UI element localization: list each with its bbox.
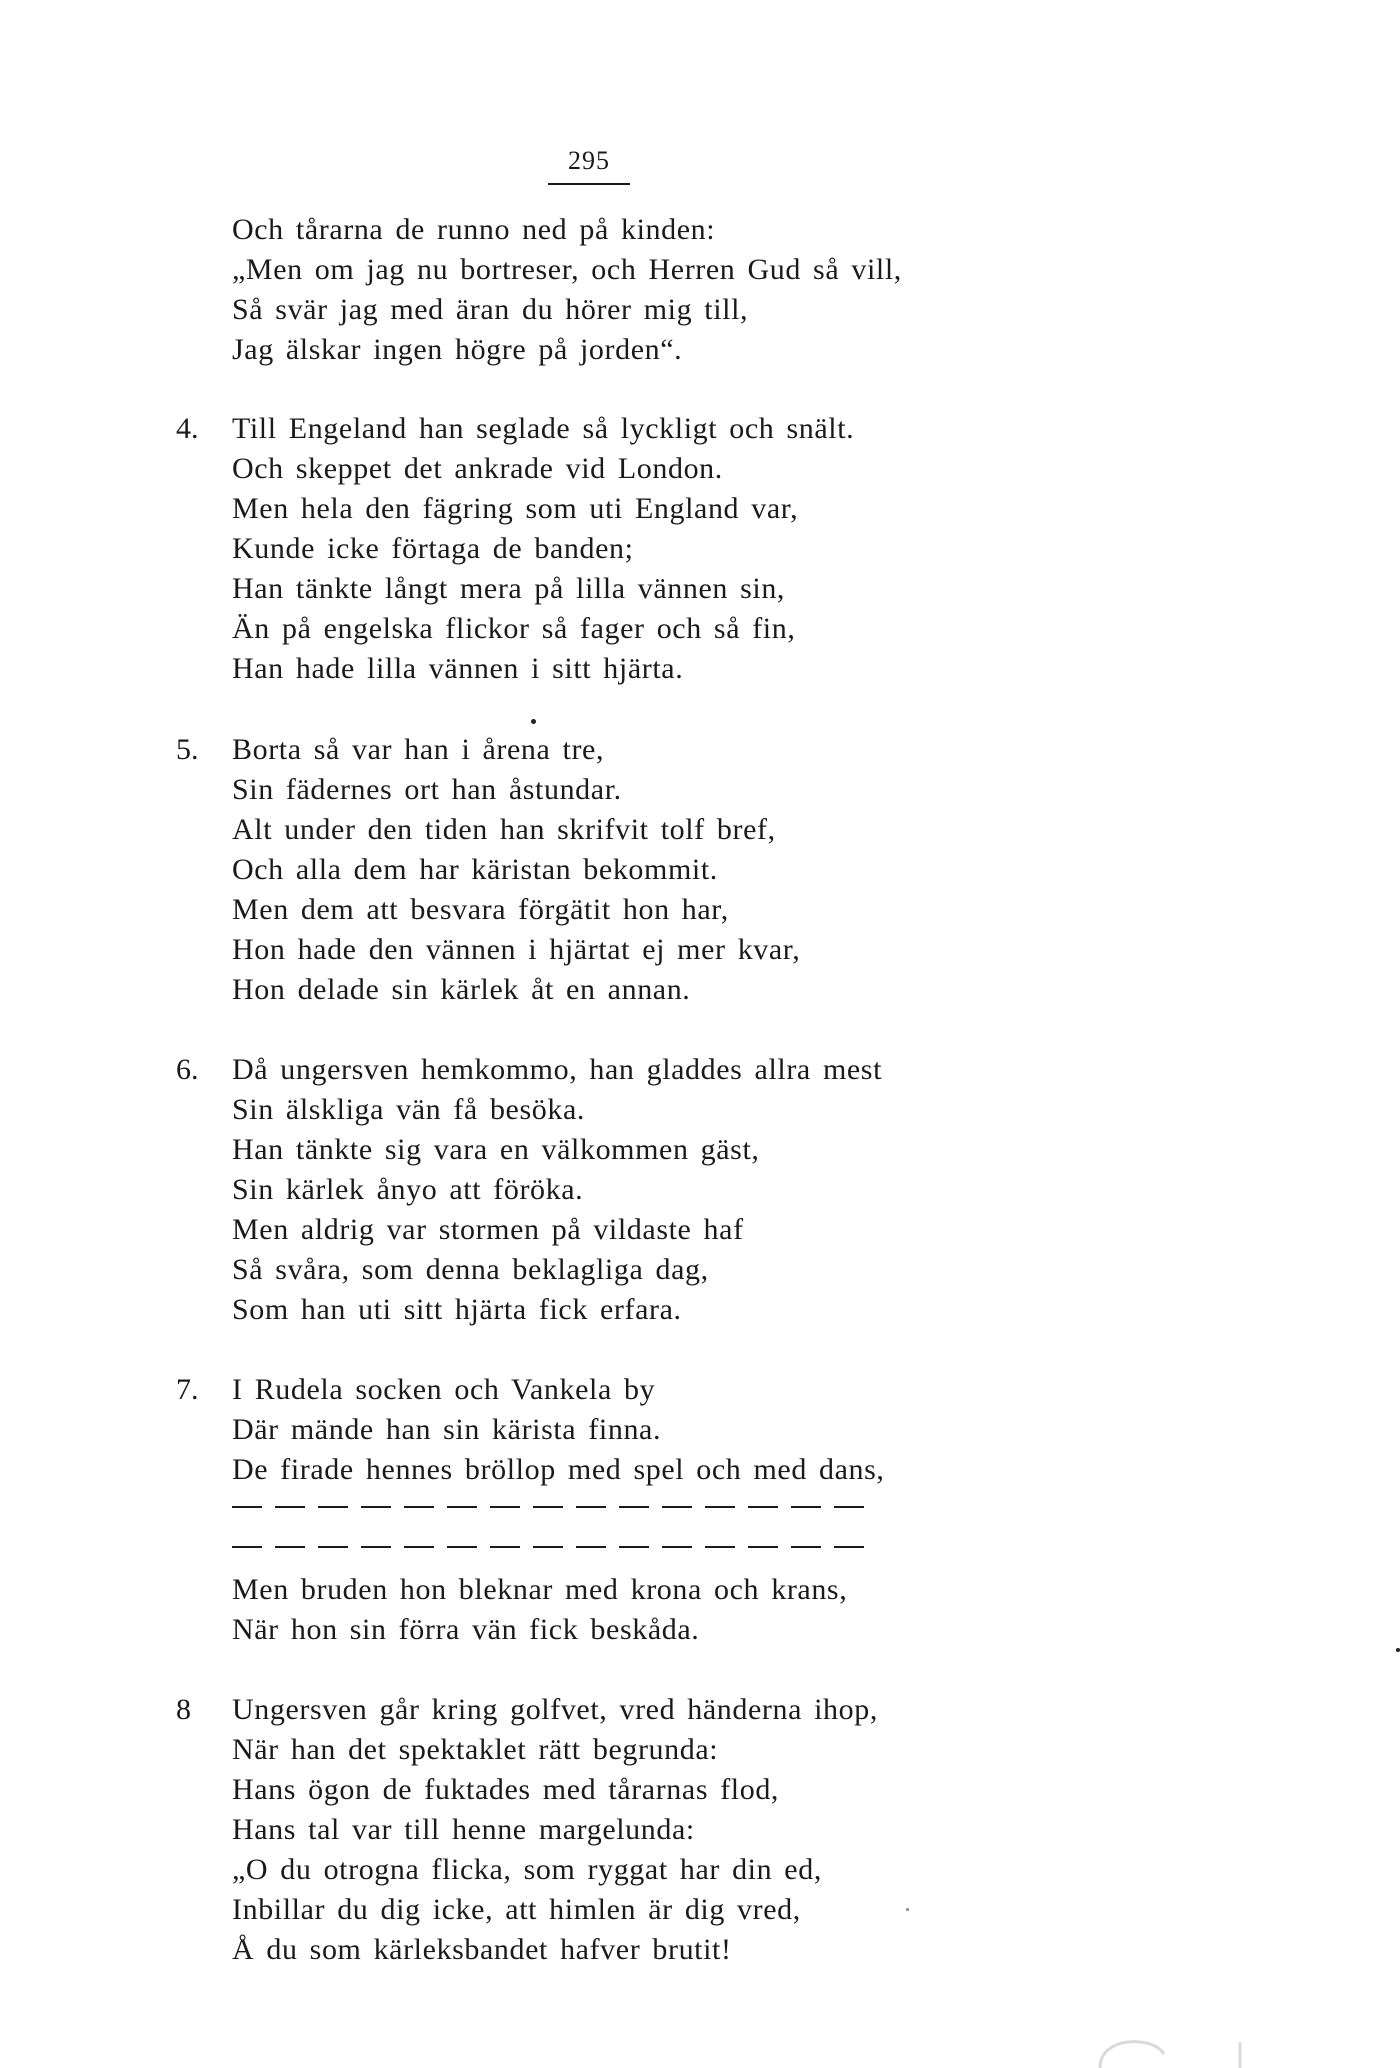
stanza-number: 8 [176, 1693, 191, 1726]
stanza-line: Sin fädernes ort han åstundar. [232, 773, 622, 806]
dash [361, 1506, 391, 1508]
dash [834, 1506, 864, 1508]
dash [275, 1506, 305, 1508]
stanza-line: Men hela den fägring som uti England var, [232, 492, 799, 525]
intro-line: Så svär jag med äran du hörer mig till, [232, 293, 749, 326]
stanza-line: Han tänkte sig vara en välkommen gäst, [232, 1133, 760, 1166]
dash [619, 1546, 649, 1548]
stanza-line: Än på engelska flickor så fager och så fin, [232, 612, 796, 645]
stanza-line: Som han uti sitt hjärta fick erfara. [232, 1293, 682, 1326]
intro-line: „Men om jag nu bortreser, och Herren Gud så vill, [232, 253, 902, 286]
dash [404, 1506, 434, 1508]
intro-line: Och tårarna de runno ned på kinden: [232, 213, 716, 246]
stanza-line: Han hade lilla vännen i sitt hjärta. [232, 652, 684, 685]
stanza-line: Hon hade den vännen i hjärtat ej mer kvar, [232, 933, 801, 966]
stanza-line: Sin älskliga vän få besöka. [232, 1093, 585, 1126]
dash [576, 1506, 606, 1508]
dash [232, 1506, 262, 1508]
stanza-line: När han det spektaklet rätt begrunda: [232, 1733, 719, 1766]
stanza-line: De firade hennes bröllop med spel och med dans, [232, 1453, 885, 1486]
stanza-line: Borta så var han i årena tre, [232, 733, 605, 766]
dash [791, 1506, 821, 1508]
stanza-line: Men bruden hon bleknar med krona och krans, [232, 1573, 848, 1606]
stanza-line: Men dem att besvara förgätit hon har, [232, 893, 729, 926]
dash [662, 1546, 692, 1548]
omission-dashes [232, 1506, 864, 1510]
stanza-line: Hans ögon de fuktades med tårarnas flod, [232, 1773, 780, 1806]
dash [447, 1506, 477, 1508]
dash [748, 1506, 778, 1508]
stanza-number: 7. [176, 1373, 199, 1406]
stanza-line: När hon sin förra vän fick beskåda. [232, 1613, 700, 1646]
dash [490, 1506, 520, 1508]
dash [275, 1546, 305, 1548]
dash [662, 1506, 692, 1508]
stanza-number: 5. [176, 733, 199, 766]
dash [705, 1506, 735, 1508]
stanza-line: Hon delade sin kärlek åt en annan. [232, 973, 691, 1006]
dash [232, 1546, 262, 1548]
stanza-line: Ungersven går kring golfvet, vred händerna ihop, [232, 1693, 878, 1726]
stanza-line: Då ungersven hemkommo, han gladdes allra mest [232, 1053, 883, 1086]
stanza-line: Men aldrig var stormen på vildaste haf [232, 1213, 744, 1246]
intro-line: Jag älskar ingen högre på jorden“. [232, 333, 683, 366]
header-rule [548, 183, 630, 185]
dash [619, 1506, 649, 1508]
stanza-line: Alt under den tiden han skrifvit tolf bref, [232, 813, 776, 846]
stanza-line: Han tänkte långt mera på lilla vännen sin, [232, 572, 786, 605]
omission-dashes [232, 1546, 864, 1550]
page-number: 295 [568, 146, 610, 175]
stanza-line: Och skeppet det ankrade vid London. [232, 452, 723, 485]
stanza-number: 4. [176, 412, 199, 445]
stanza-line: Och alla dem har käristan bekommit. [232, 853, 718, 886]
dash [318, 1546, 348, 1548]
dash [533, 1506, 563, 1508]
scan-speck [1396, 1648, 1400, 1652]
stanza-line: Kunde icke förtaga de banden; [232, 532, 634, 565]
dash [834, 1546, 864, 1548]
stanza-number: 6. [176, 1053, 199, 1086]
dash [748, 1546, 778, 1548]
dash [705, 1546, 735, 1548]
stanza-line: Där mände han sin kärista finna. [232, 1413, 662, 1446]
dash [404, 1546, 434, 1548]
dash [361, 1546, 391, 1548]
stanza-line: Så svåra, som denna beklagliga dag, [232, 1253, 709, 1286]
stanza-line: Inbillar du dig icke, att himlen är dig vred, [232, 1893, 801, 1926]
dash [447, 1546, 477, 1548]
watermark-logo [1060, 2038, 1320, 2068]
stanza-line: Hans tal var till henne margelunda: [232, 1813, 695, 1846]
dash [490, 1546, 520, 1548]
dash [791, 1546, 821, 1548]
stanza-line: Sin kärlek ånyo att föröka. [232, 1173, 584, 1206]
stanza-line: „O du otrogna flicka, som ryggat har din ed, [232, 1853, 822, 1886]
dash [533, 1546, 563, 1548]
stanza-line: Till Engeland han seglade så lyckligt och snält. [232, 412, 855, 445]
scan-speck [531, 719, 536, 724]
stanza-line: I Rudela socken och Vankela by [232, 1373, 656, 1406]
scan-speck [906, 1908, 909, 1911]
stanza-line: Å du som kärleksbandet hafver brutit! [232, 1933, 732, 1966]
dash [576, 1546, 606, 1548]
dash [318, 1506, 348, 1508]
